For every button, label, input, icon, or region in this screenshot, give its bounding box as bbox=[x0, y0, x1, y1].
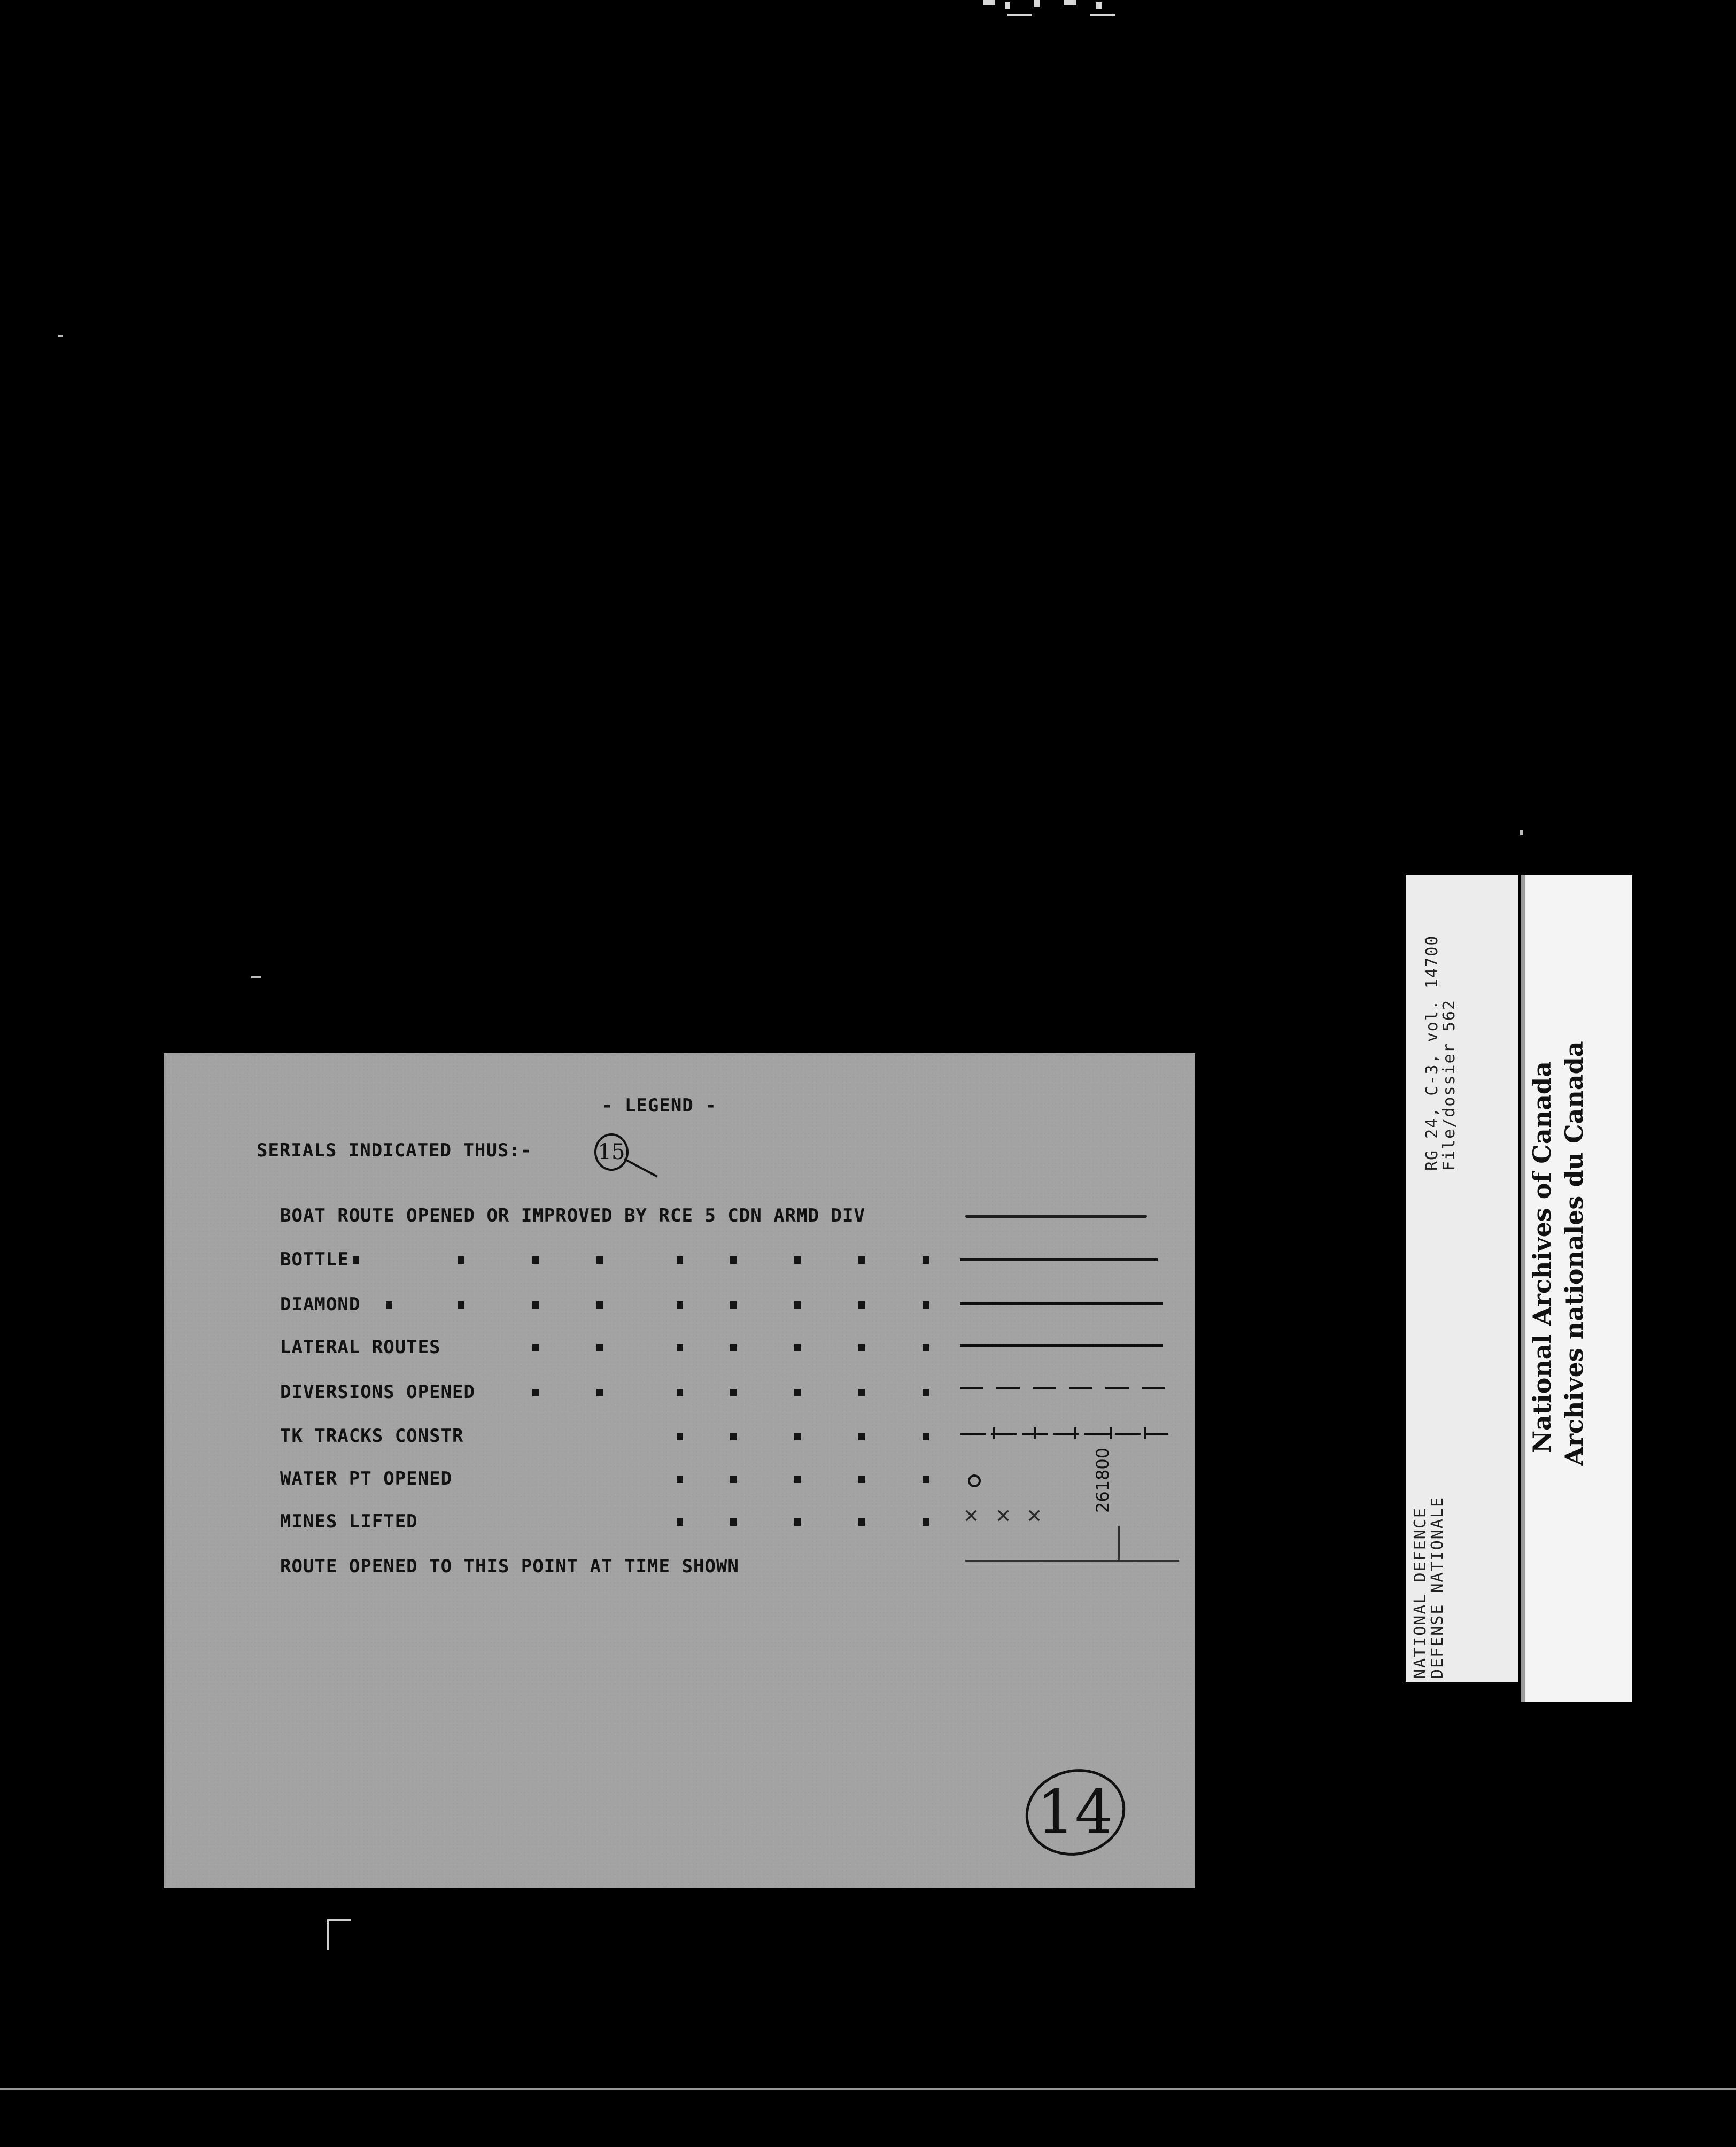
route-time-label: 261800 bbox=[1092, 1447, 1113, 1513]
legend-row-label: TK TRACKS CONSTR bbox=[280, 1425, 464, 1447]
department-english: NATIONAL DEFENCE bbox=[1411, 1507, 1430, 1679]
mine-cross-icon: ✕ bbox=[963, 1505, 980, 1527]
legend-row-label: LATERAL ROUTES bbox=[280, 1337, 441, 1358]
film-speck bbox=[251, 976, 261, 978]
film-mark bbox=[1064, 0, 1076, 5]
boat-route-symbol bbox=[965, 1215, 1147, 1218]
mine-cross-icon: ✕ bbox=[995, 1505, 1012, 1527]
legend-row-label: ROUTE OPENED TO THIS POINT AT TIME SHOWN bbox=[280, 1556, 739, 1577]
film-mark bbox=[1007, 14, 1032, 16]
film-mark bbox=[1005, 2, 1010, 9]
film-frame-marks bbox=[983, 0, 1138, 17]
legend-card bbox=[164, 1053, 1195, 1888]
serial-example-number: 15 bbox=[598, 1140, 625, 1164]
page-number: 14 bbox=[1036, 1778, 1113, 1847]
route-endpoint-line bbox=[965, 1560, 1179, 1562]
film-speck bbox=[1520, 830, 1523, 835]
water-point-symbol bbox=[968, 1474, 981, 1487]
tk-track-symbol bbox=[960, 1433, 1168, 1435]
legend-title: - LEGEND - bbox=[602, 1095, 717, 1116]
route-endpoint-tick bbox=[1118, 1526, 1120, 1561]
film-mark bbox=[1096, 2, 1102, 9]
bottle-route-symbol bbox=[960, 1258, 1158, 1261]
film-speck bbox=[58, 335, 63, 337]
film-mark bbox=[1034, 0, 1040, 7]
diamond-route-symbol bbox=[960, 1302, 1163, 1305]
archive-name-french: Archives nationales du Canada bbox=[1560, 1041, 1588, 1466]
legend-row-label: DIVERSIONS OPENED bbox=[280, 1381, 475, 1403]
diversion-symbol bbox=[960, 1387, 1168, 1389]
legend-row-label: DIAMOND bbox=[280, 1294, 361, 1315]
lateral-route-symbol bbox=[960, 1344, 1163, 1347]
legend-row-label: BOAT ROUTE OPENED OR IMPROVED BY RCE 5 CDN ARMD DIV bbox=[280, 1205, 865, 1226]
serial-pointer bbox=[624, 1158, 658, 1177]
archive-reference: RG 24, C-3, vol. 14700 bbox=[1423, 935, 1442, 1171]
department-french: DEFENSE NATIONALE bbox=[1428, 1496, 1447, 1679]
serials-label: SERIALS INDICATED THUS:- bbox=[257, 1140, 532, 1161]
film-bottom-rule bbox=[0, 2088, 1736, 2090]
film-mark bbox=[1090, 14, 1115, 16]
film-mark bbox=[983, 0, 995, 5]
legend-row-label: BOTTLE bbox=[280, 1249, 349, 1270]
film-speck bbox=[327, 1921, 329, 1950]
legend-row-label: WATER PT OPENED bbox=[280, 1468, 453, 1489]
film-speck bbox=[327, 1919, 351, 1921]
archive-name-english: National Archives of Canada bbox=[1528, 1061, 1556, 1453]
archive-file-reference: File/dossier 562 bbox=[1440, 999, 1459, 1171]
mine-cross-icon: ✕ bbox=[1026, 1505, 1043, 1527]
legend-row-label: MINES LIFTED bbox=[280, 1511, 418, 1532]
